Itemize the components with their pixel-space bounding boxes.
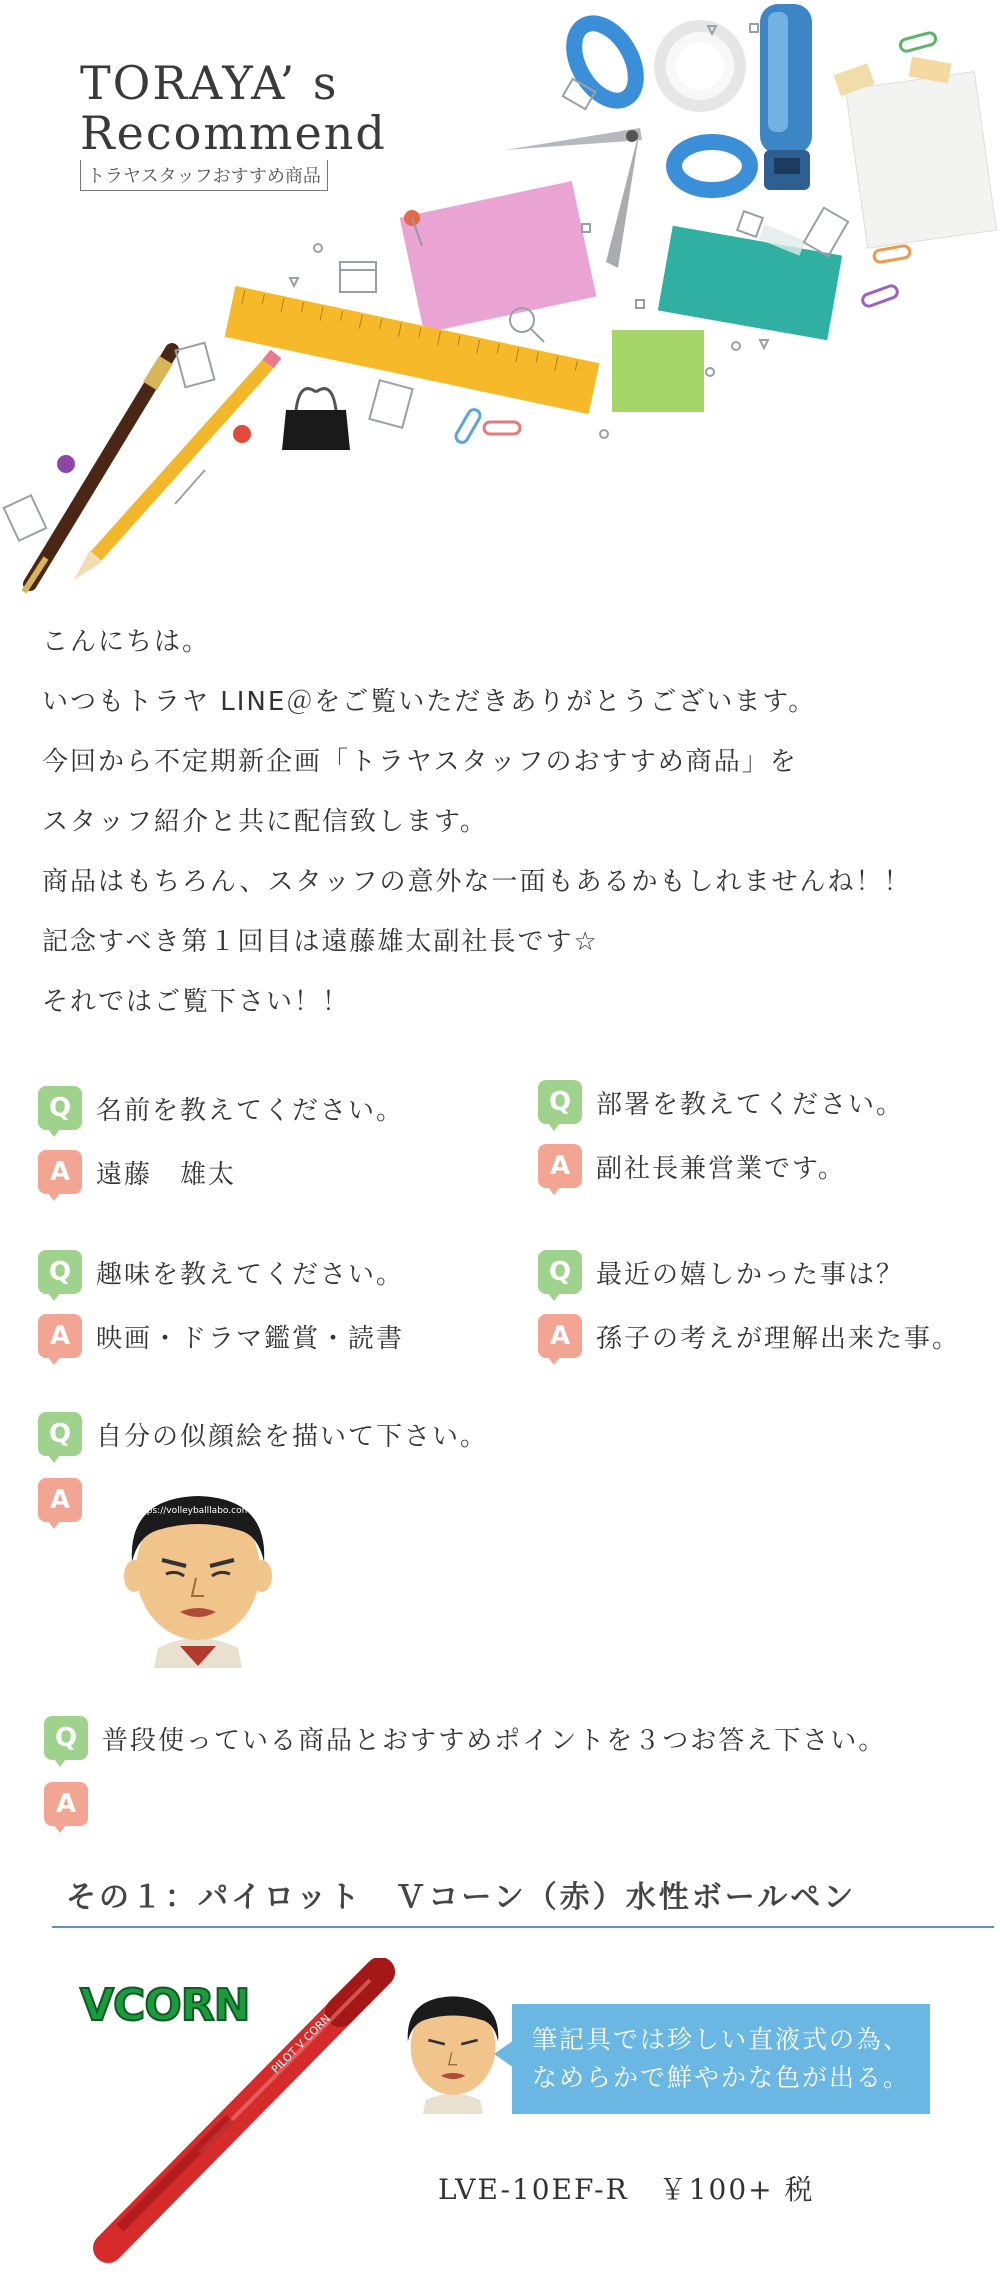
question-text: 名前を教えてください。 [96,1095,405,1126]
intro-line: 記念すべき第１回目は遠藤雄太副社長です☆ [42,927,599,957]
question-text: 最近の嬉しかった事は？ [596,1259,905,1290]
comment-line: 筆記具では珍しい直液式の為、 [531,2025,910,2054]
product-price: LVE-10EF-R ￥100+ 税 [438,2173,815,2206]
red-pen-icon [80,1958,400,2268]
caricature-portrait [118,1478,278,1668]
document-icon [369,380,412,427]
qa-question-recent [538,1250,904,1294]
question-text: 部署を教えてください。 [596,1089,905,1120]
paper-clip-icon [873,245,911,263]
small-caricature [398,1984,508,2114]
qa-answer-portrait [38,1478,82,1522]
intro-line: いつもトラヤ LINE＠をご覧いただきありがとうございます。 [42,687,817,717]
question-badge: Q [538,1080,582,1124]
question-badge: Q [538,1250,582,1294]
pink-note-icon [400,181,597,333]
intro-line: こんにちは。 [42,627,211,657]
question-text: 趣味を教えてください。 [96,1259,405,1290]
qa-question-portrait [38,1412,488,1456]
comment-line: なめらかで鮮やかな色が出る。 [531,2063,910,2092]
notebook-icon [176,343,215,387]
intro-line: 商品はもちろん、スタッフの意外な一面もあるかもしれませんね！！ [42,867,912,897]
qa-answer-recent [538,1314,960,1358]
binder-clip-icon [282,389,350,450]
portrait-watermark: https://volleyballlabo.com/ [134,1506,254,1516]
question-badge: Q [38,1250,82,1294]
qa-question-dept [538,1080,904,1124]
intro-line: それではご覧下さい！！ [42,987,351,1017]
question-text: 自分の似顔絵を描いて下さい。 [96,1421,489,1452]
intro-line: スタッフ紹介と共に配信致します。 [42,807,488,837]
answer-text: 孫子の考えが理解出来た事。 [596,1323,961,1354]
paper-clip-icon [861,284,899,308]
qa-answer-products [44,1782,88,1826]
logo-title-line2: Recommend [80,106,387,160]
qa-question-name [38,1086,404,1130]
answer-badge: A [538,1314,582,1358]
qa-question-products [44,1716,886,1760]
question-badge: Q [38,1412,82,1456]
question-text: 普段使っている商品とおすすめポイントを３つお答え下さい。 [102,1725,887,1756]
pen-label: PILOT V CORN [268,2011,334,2077]
caricature-face-icon [398,1984,508,2114]
logo-subtitle: トラヤスタッフおすすめ商品 [80,160,328,191]
paper-clip-icon [484,422,520,434]
qa-question-hobby [38,1250,404,1294]
answer-badge: A [38,1314,82,1358]
answer-badge: A [538,1144,582,1188]
logo-title [80,58,387,158]
answer-text: 副社長兼営業です。 [596,1153,846,1184]
hero-illustration [0,0,1000,600]
paper-clip-icon [899,32,937,53]
paper-note-icon [833,57,996,248]
product-heading: その１：パイロット Ｖコーン（赤）水性ボールペン [66,1880,857,1915]
calendar-icon [340,262,376,292]
stapler-icon [760,4,812,190]
vcorn-logo: VCORN [80,1980,250,2031]
scanner-icon [804,208,848,257]
push-pin-icon [57,455,75,473]
teal-note-icon [658,224,842,340]
push-pin-icon [233,425,251,443]
tape-roll-icon [654,20,746,112]
question-badge: Q [38,1086,82,1130]
qa-answer-name [38,1150,236,1194]
qa-answer-hobby [38,1314,404,1358]
paper-clip-icon [454,407,482,444]
answer-badge: A [38,1150,82,1194]
intro-line: 今回から不定期新企画「トラヤスタッフのおすすめ商品」を [42,747,798,777]
answer-badge: A [38,1478,82,1522]
comment-bubble [512,2004,930,2114]
logo-title-line1: TORAYA’ s [80,56,339,110]
qa-answer-dept [538,1144,846,1188]
answer-badge: A [44,1782,88,1826]
answer-text: 映画・ドラマ鑑賞・読書 [96,1323,405,1354]
answer-text: 遠藤 雄太 [96,1159,237,1190]
question-badge: Q [44,1716,88,1760]
green-note-icon [612,330,704,412]
intro-text [42,612,982,1032]
section-divider [52,1926,994,1928]
